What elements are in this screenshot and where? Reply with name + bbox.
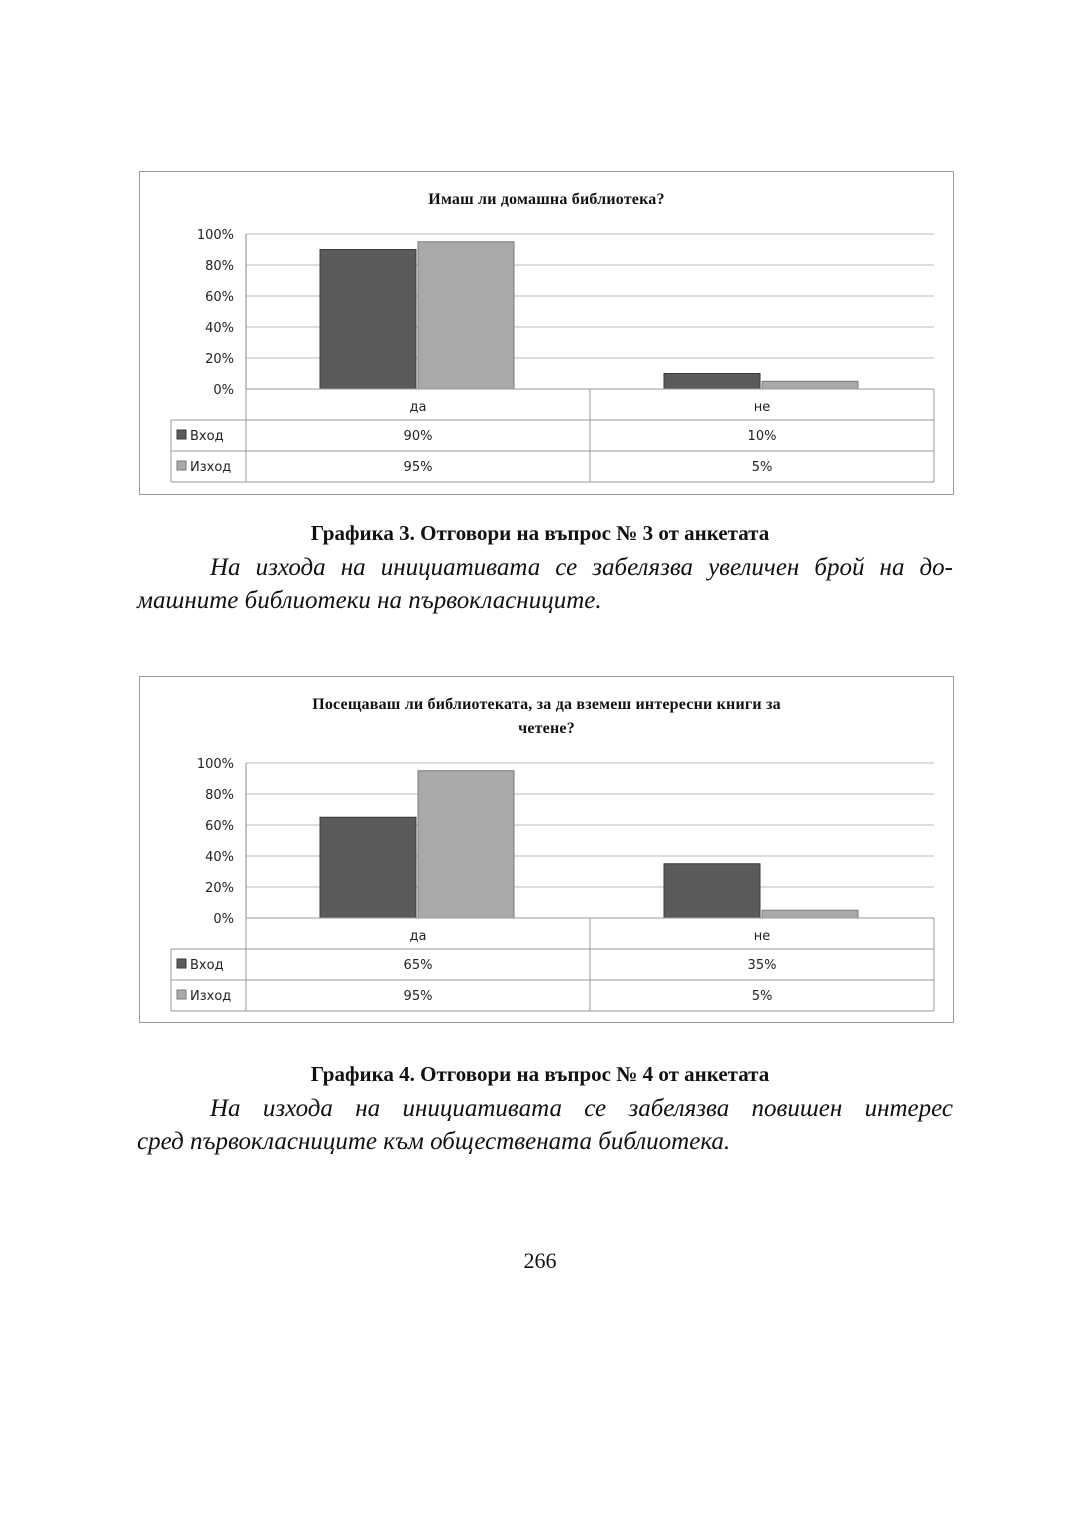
y-tick-label: 40%	[205, 850, 234, 865]
legend-swatch	[177, 461, 186, 470]
y-tick-label: 40%	[205, 321, 234, 336]
y-tick-label: 60%	[205, 819, 234, 834]
data-label: 35%	[747, 958, 777, 973]
bar-izhod	[418, 771, 514, 918]
bar-vhod	[320, 250, 416, 390]
bar-izhod	[762, 381, 858, 389]
legend-swatch	[177, 990, 186, 999]
page-number: 266	[523, 1248, 557, 1273]
paragraph-line: машните библиотеки на първокласниците.	[137, 587, 602, 614]
paragraph-line: На изхода на инициативата се забелязва увеличен брой на до-	[210, 554, 953, 581]
figure-caption-3: Графика 3. Отговори на въпрос № 3 от анкетата	[310, 521, 770, 545]
x-category-label: да	[409, 929, 427, 944]
data-label: 95%	[403, 460, 433, 475]
y-tick-label: 100%	[196, 757, 234, 772]
y-tick-label: 80%	[205, 259, 234, 274]
x-category-label: да	[409, 400, 427, 415]
bar-vhod	[664, 374, 760, 390]
legend-swatch	[177, 959, 186, 968]
paragraph-line: На изхода на инициативата се забелязва повишен интерес	[210, 1095, 953, 1122]
x-category-label: не	[753, 929, 771, 944]
paragraph-1	[137, 551, 953, 617]
y-tick-label: 100%	[196, 228, 234, 243]
legend-label: Изход	[190, 989, 232, 1004]
chart-plot	[140, 172, 955, 496]
chart-title-line: Имаш ли домашна библиотека?	[428, 191, 665, 208]
data-label: 5%	[751, 460, 773, 475]
data-label: 95%	[403, 989, 433, 1004]
x-category-label: не	[753, 400, 771, 415]
bar-izhod	[762, 910, 858, 918]
chart-home-library	[139, 171, 954, 495]
chart-title-line: Посещаваш ли библиотеката, за да вземеш интересни книги за	[312, 696, 781, 713]
data-label: 65%	[403, 958, 433, 973]
chart-library-visits	[139, 676, 954, 1023]
figure-caption-4: Графика 4. Отговори на въпрос № 4 от анкетата	[310, 1062, 770, 1086]
bar-vhod	[320, 817, 416, 918]
data-label: 5%	[751, 989, 773, 1004]
data-label: 10%	[747, 429, 777, 444]
legend-swatch	[177, 430, 186, 439]
legend-label: Изход	[190, 460, 232, 475]
bar-vhod	[664, 864, 760, 918]
y-tick-label: 0%	[213, 383, 234, 398]
legend-label: Вход	[190, 958, 224, 973]
paragraph-2	[137, 1092, 953, 1158]
y-tick-label: 20%	[205, 881, 234, 896]
chart-title-line: четене?	[518, 720, 575, 737]
legend-label: Вход	[190, 429, 224, 444]
paragraph-line: сред първокласниците към обществената библиотека.	[137, 1128, 731, 1155]
y-tick-label: 20%	[205, 352, 234, 367]
data-label: 90%	[403, 429, 433, 444]
y-tick-label: 60%	[205, 290, 234, 305]
bar-izhod	[418, 242, 514, 389]
y-tick-label: 0%	[213, 912, 234, 927]
y-tick-label: 80%	[205, 788, 234, 803]
chart-plot	[140, 677, 955, 1024]
